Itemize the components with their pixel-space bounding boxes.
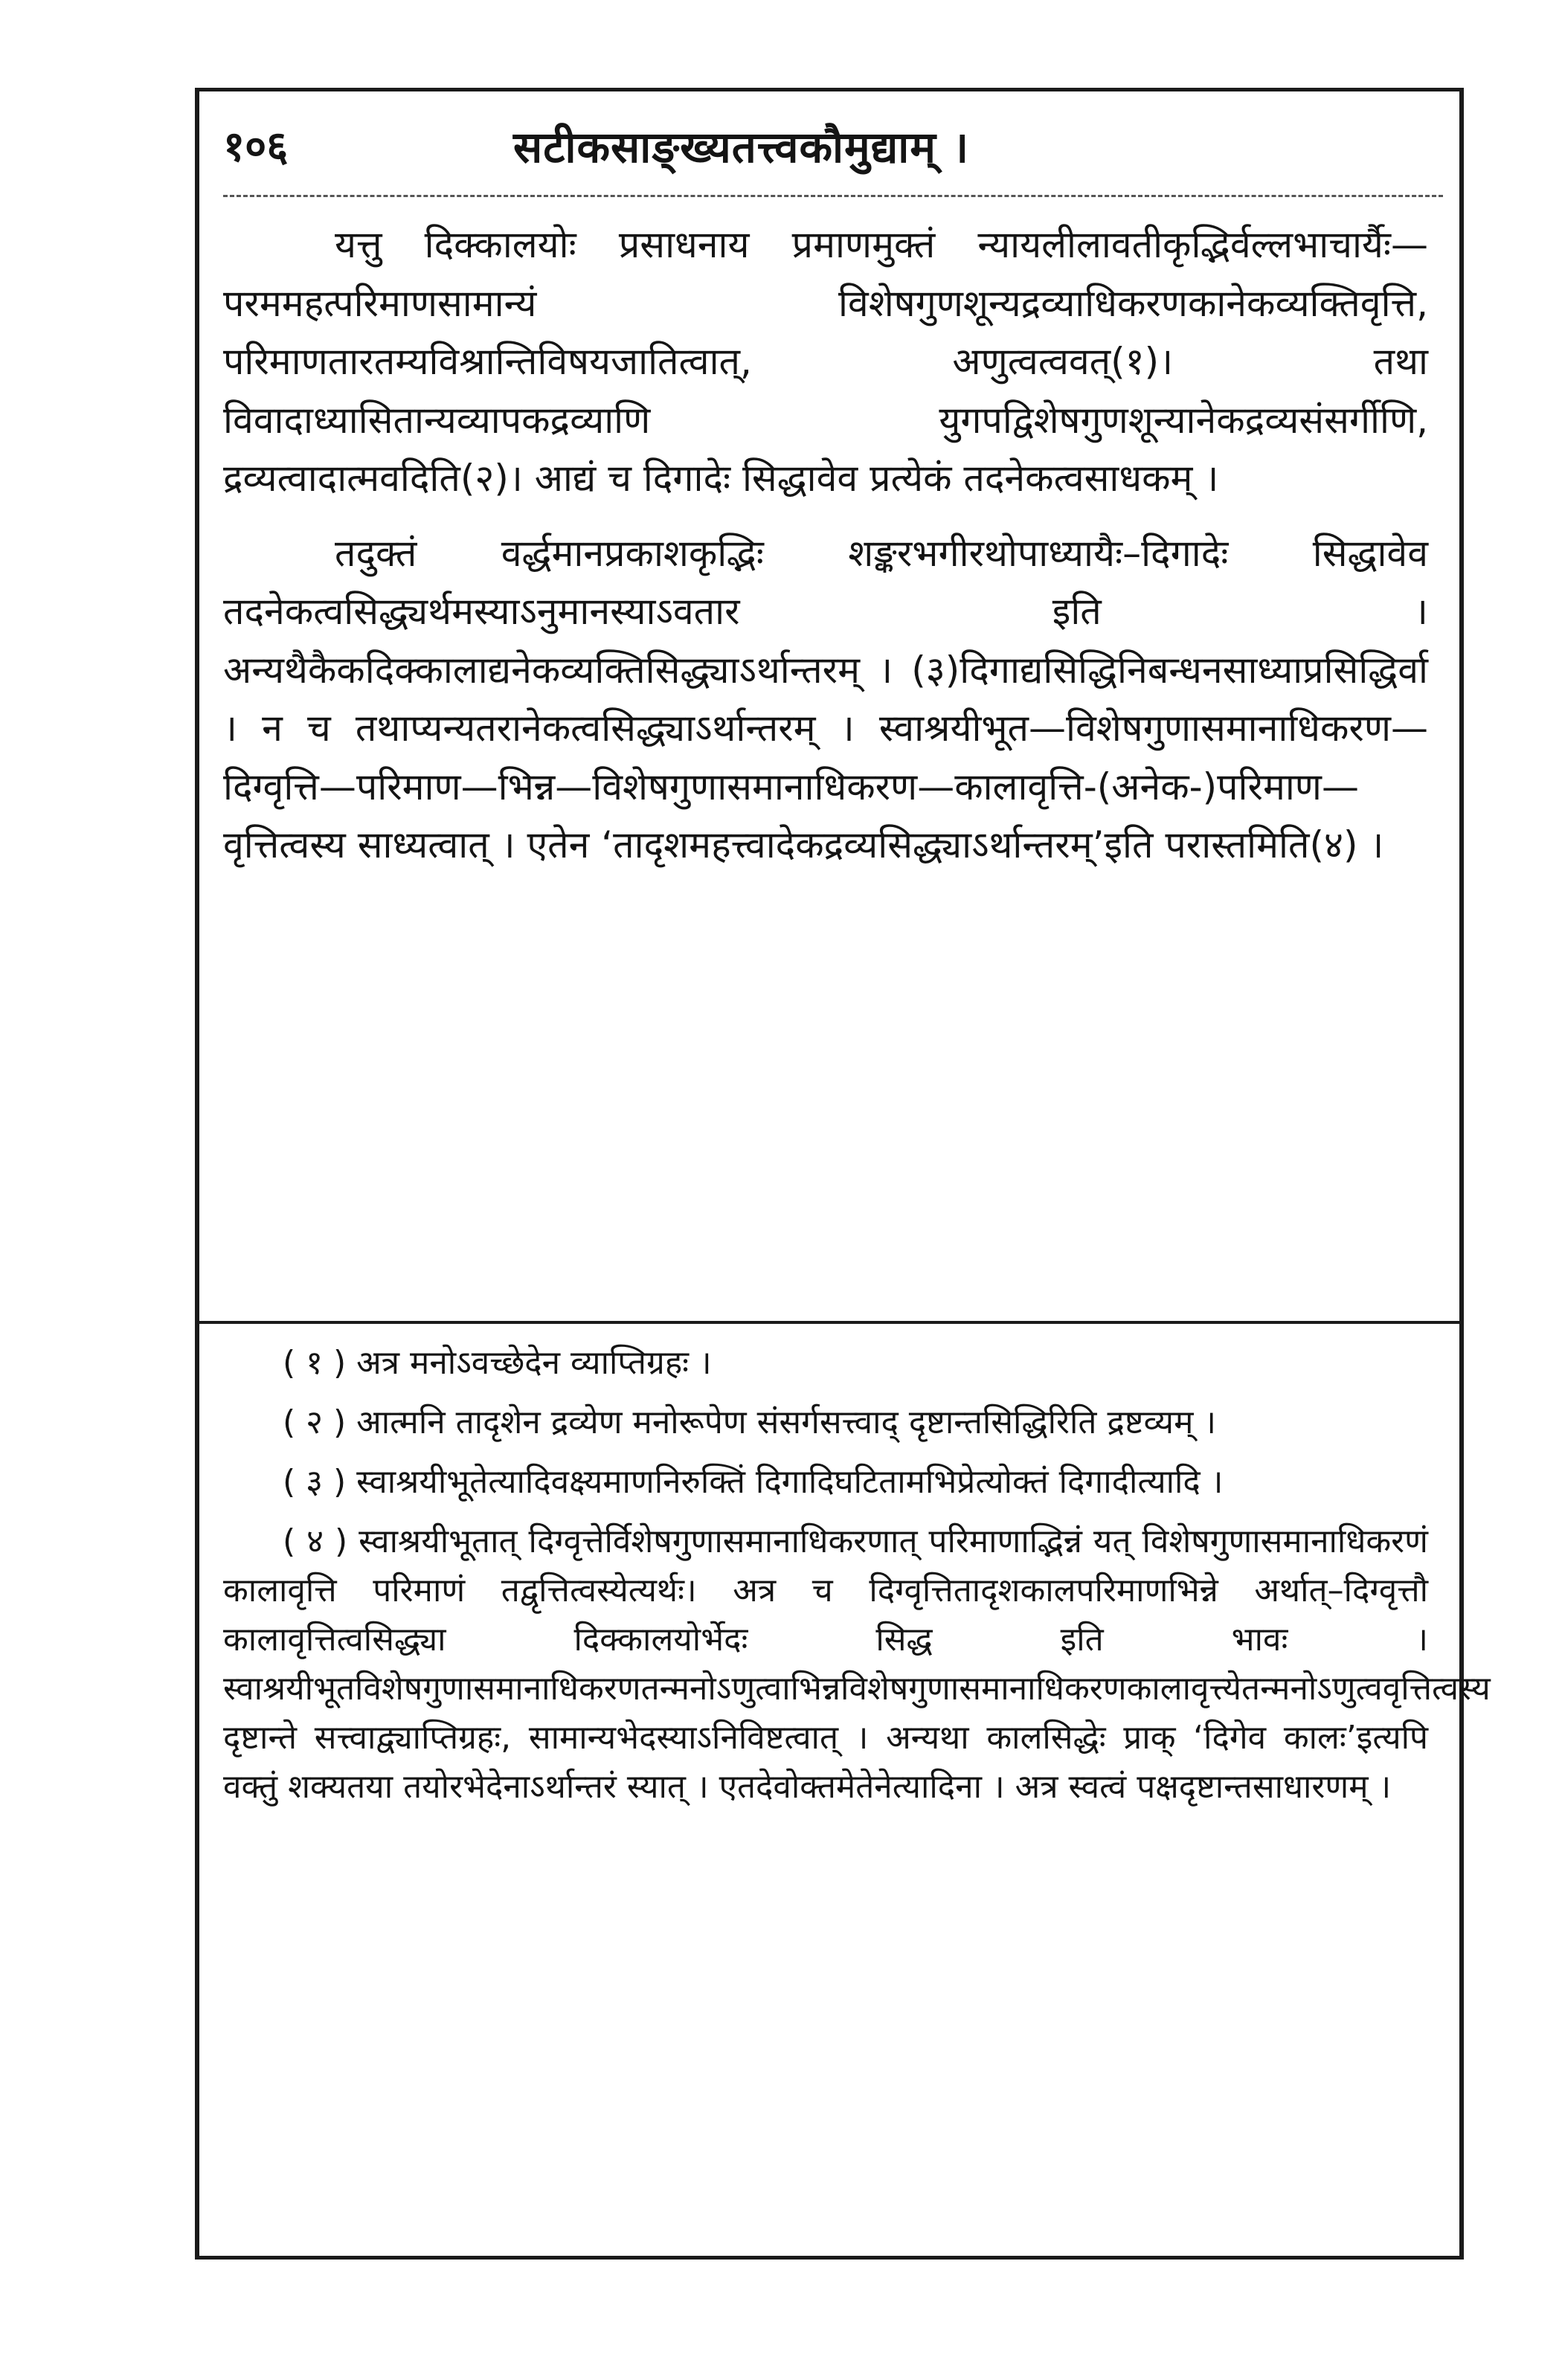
main-text (223, 216, 1428, 891)
footnotes (223, 1339, 1491, 1822)
footnote: ( ४ ) स्वाश्रयीभूतात् दिग्वृत्तेर्विशेषगुणासमानाधिकरणात् परिमाणाद्भिन्नं यत् विशेषगुणासमानाधिकरणं कालावृत्ति परिमाणं तद्वृत्तित्वस्येत्यर्थः। अत्र च दिग्वृत्तितादृशकालपरिमाणभिन्ने अर्थात्–दिग्वृत्तौ कालावृत्तित्वसिद्ध्या दिक्कालयोर्भेदः सिद्ध इति भावः । स्वाश्रयीभूतविशेषगुणासमानाधिकरणतन्मनोऽणुत्वाभिन्नविशेषगुणासमानाधिकरणकालावृत्त्येतन्मनोऽणुत्ववृत्तित्वस्य दृष्टान्ते सत्त्वाद्व्याप्तिग्रहः, सामान्यभेदस्याऽनिविष्टत्वात् । अन्यथा कालसिद्धेः प्राक् ‘दिगेव कालः’इत्यपि वक्तुं शक्यतया तयोरभेदेनाऽर्थान्तरं स्यात् । एतदेवोक्तमेतेनेत्यादिना । अत्र स्वत्वं पक्षदृष्टान्तसाधारणम् । (223, 1522, 1491, 1806)
main-paragraph: यत्तु दिक्कालयोः प्रसाधनाय प्रमाणमुक्तं न्यायलीलावतीकृद्भिर्वल्लभाचार्यैः—परममहत्परिमाणसामान्यं विशेषगुणशून्यद्रव्याधिकरणकानेकव्यक्तिवृत्ति, परिमाणतारतम्यविश्रान्तिविषयजातित्वात्, अणुत्वत्ववत्(१)। तथा विवादाध्यासितान्यव्यापकद्रव्याणि युगपद्विशेषगुणशून्यानेकद्रव्यसंसर्गीणि, द्रव्यत्वादात्मवदिति(२)। आद्यं च दिगादेः सिद्धावेव प्रत्येकं तदनेकत्वसाधकम् । (223, 223, 1428, 500)
footnote-rule (199, 1321, 1459, 1324)
footnote: ( १ ) अत्र मनोऽवच्छेदेन व्याप्तिग्रहः । (283, 1344, 712, 1382)
footnote: ( २ ) आत्मनि तादृशेन द्रव्येण मनोरूपेण संसर्गसत्त्वाद् दृष्टान्तसिद्धिरिति द्रष्टव्यम् । (283, 1403, 1217, 1441)
footnote: ( ३ ) स्वाश्रयीभूतेत्यादिवक्ष्यमाणनिरुक्तिं दिगादिघटितामभिप्रेत्योक्तं दिगादीत्यादि । (283, 1463, 1224, 1501)
main-paragraph: तदुक्तं वर्द्धमानप्रकाशकृद्भिः शङ्करभगीरथोपाध्यायैः–दिगादेः सिद्धावेव तदनेकत्वसिद्ध्यर्थमस्याऽनुमानस्याऽवतार इति । अन्यथैकैकदिक्कालाद्यनेकव्यक्तिसिद्ध्याऽर्थान्तरम् । (३)दिगाद्यसिद्धिनिबन्धनसाध्याप्रसिद्धिर्वा । न च तथाप्यन्यतरानेकत्वसिद्ध्याऽर्थान्तरम् । स्वाश्रयीभूत—विशेषगुणासमानाधिकरण—दिग्वृत्ति—परिमाण—भिन्न—विशेषगुणासमानाधिकरण—कालावृत्ति-(अनेक-)परिमाण—वृत्तित्वस्य साध्यत्वात् । एतेन ‘तादृशमहत्त्वादेकद्रव्यसिद्ध्याऽर्थान्तरम्’इति परास्तमिति(४) । (223, 531, 1428, 866)
header-rule (223, 195, 1443, 197)
running-title: सटीकसाङ्ख्यतत्त्वकौमुद्याम् । (513, 122, 970, 173)
page-number: १०६ (223, 123, 289, 171)
page-header (216, 112, 1443, 186)
